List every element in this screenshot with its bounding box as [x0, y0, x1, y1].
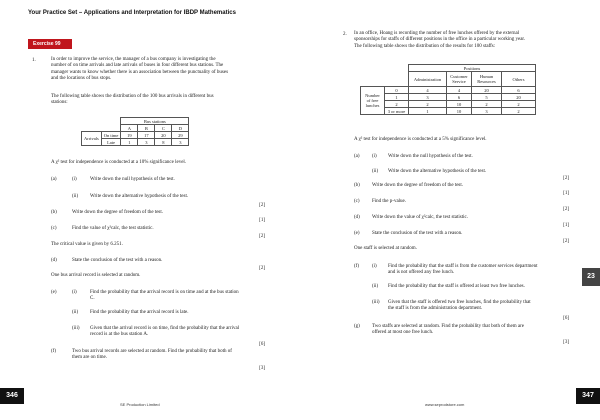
part-text: Find the probability that the staff is from the customer services department and is not offered any free lunch. [388, 264, 538, 276]
positions-table: Positions Administration Customer Service Human Resources Others Number of free lunches 0 4 4 20 6 1 3 6 5 20 2 2 10 2 2 3 or more 1 10 3 2 [360, 64, 536, 115]
table-row: 1 3 6 5 20 [361, 94, 536, 101]
mark: [6] [259, 342, 265, 347]
note: The critical value is given by 6.251. [51, 242, 123, 247]
question-intro: In an office, Hoang is recording the number of free lunches offered by the external sponsorships for staffs of different positions in the office in a particular working year. The following table shows the distribution of the results for 100 staffs: [354, 31, 526, 49]
part-label: (f) [354, 264, 359, 269]
part-text: Given that the staff is offered two free lunches, find the probability that the staff is from the administration department. [388, 300, 531, 312]
part-text: Write down the null hypothesis of the test. [90, 177, 175, 182]
subpart-label: (ii) [72, 194, 79, 199]
part-text: Write down the degree of freedom of the test. [372, 183, 464, 188]
mark: [3] [563, 340, 569, 345]
subpart-label: (i) [72, 290, 77, 295]
part-label: (a) [354, 154, 360, 159]
part-label: (c) [51, 226, 57, 231]
mark: [2] [563, 207, 569, 212]
test-statement: A χ² test for independence is conducted at a 5% significance level. [354, 137, 487, 142]
mark: [1] [259, 218, 265, 223]
mark: [2] [259, 234, 265, 239]
subpart-label: (ii) [372, 169, 379, 174]
mark: [1] [563, 191, 569, 196]
part-text: Given that the arrival record is on time, find the probability that the arrival record is at the bus station A. [90, 326, 240, 338]
mark: [6] [563, 316, 569, 321]
mark: [3] [259, 366, 265, 371]
subpart-label: (ii) [372, 284, 379, 289]
page-number-left: 346 [0, 388, 24, 404]
table-row: 2 2 10 2 2 [361, 101, 536, 108]
mark: [2] [563, 176, 569, 181]
subpart-label: (iii) [372, 300, 380, 305]
part-text: Find the probability that the staff is offered at least two free lunches. [388, 284, 525, 289]
part-text: State the conclusion of the test with a reason. [372, 231, 463, 236]
mark: [2] [563, 239, 569, 244]
publisher: SE Production Limited [120, 402, 160, 407]
part-label: (g) [354, 324, 360, 329]
subpart-label: (iii) [72, 326, 80, 331]
part-text: Find the value of χ²calc, the test statistic. [72, 226, 154, 231]
table-row: Number of free lunches 0 4 4 20 6 [361, 87, 536, 94]
subpart-label: (ii) [72, 310, 79, 315]
part-label: (e) [354, 231, 360, 236]
table-title: Positions [409, 65, 536, 72]
subpart-label: (i) [372, 154, 377, 159]
running-header: Your Practice Set – Applications and Interpretation for IBDP Mathematics [28, 10, 236, 16]
note: One bus arrival record is selected at random. [51, 273, 141, 278]
table-intro: The following table shows the distribution of the 100 bus arrivals in different bus stations: [51, 94, 214, 106]
part-text: Find the probability that the arrival record is late. [90, 310, 189, 315]
exercise-badge: Exercise 99 [28, 39, 72, 49]
mark: [1] [563, 223, 569, 228]
mark: [2] [259, 203, 265, 208]
part-label: (b) [51, 210, 57, 215]
part-label: (c) [354, 199, 360, 204]
question-number: 1. [32, 58, 36, 63]
part-label: (f) [51, 349, 56, 354]
part-label: (a) [51, 177, 57, 182]
mark: [2] [259, 266, 265, 271]
question-intro: In order to improve the service, the manager of a bus company is investigating the number of on time arrivals and late arrivals of buses in four different bus stations. The manager wants to know whether there is an association between the punctuality of buses and the locations of bus stops. [51, 57, 229, 81]
table-title: Bus stations [121, 118, 189, 125]
part-text: Two staffs are selected at random. Find the probability that both of them are offered at most one free lunch. [372, 324, 525, 336]
website: www.seprodstore.com [425, 402, 465, 407]
subpart-label: (i) [72, 177, 77, 182]
part-label: (b) [354, 183, 360, 188]
note: One staff is selected at random. [354, 246, 417, 251]
part-text: Write down the alternative hypothesis of the test. [90, 194, 189, 199]
table-row: 3 or more 1 10 3 2 [361, 108, 536, 115]
part-text: Write down the degree of freedom of the test. [72, 210, 164, 215]
subpart-label: (i) [372, 264, 377, 269]
part-text: Find the probability that the arrival record is on time and at the bus station C. [90, 290, 239, 302]
part-text: State the conclusion of the test with a reason. [72, 258, 163, 263]
question-number: 2. [343, 32, 347, 37]
part-text: Two bus arrival records are selected at random. Find the probability that both of them are on time. [72, 349, 232, 361]
part-text: Write down the null hypothesis of the test. [388, 154, 473, 159]
part-label: (d) [51, 258, 57, 263]
table-row: Arrivals On time 19 17 20 29 [82, 132, 189, 139]
chapter-tab: 23 [582, 268, 600, 286]
part-text: Write down the value of χ²calc, the test statistic. [372, 215, 468, 220]
part-text: Find the p-value. [372, 199, 407, 204]
part-text: Write down the alternative hypothesis of the test. [388, 169, 487, 174]
page-number-right: 347 [576, 388, 600, 404]
part-label: (e) [51, 290, 57, 295]
test-statement: A χ² test for independence is conducted at a 10% significance level. [51, 160, 187, 165]
table-row: Late 1 3 8 3 [82, 139, 189, 146]
part-label: (d) [354, 215, 360, 220]
bus-stations-table: Bus stations A B C D Arrivals On time 19 17 20 29 Late 1 3 8 3 [81, 117, 189, 146]
